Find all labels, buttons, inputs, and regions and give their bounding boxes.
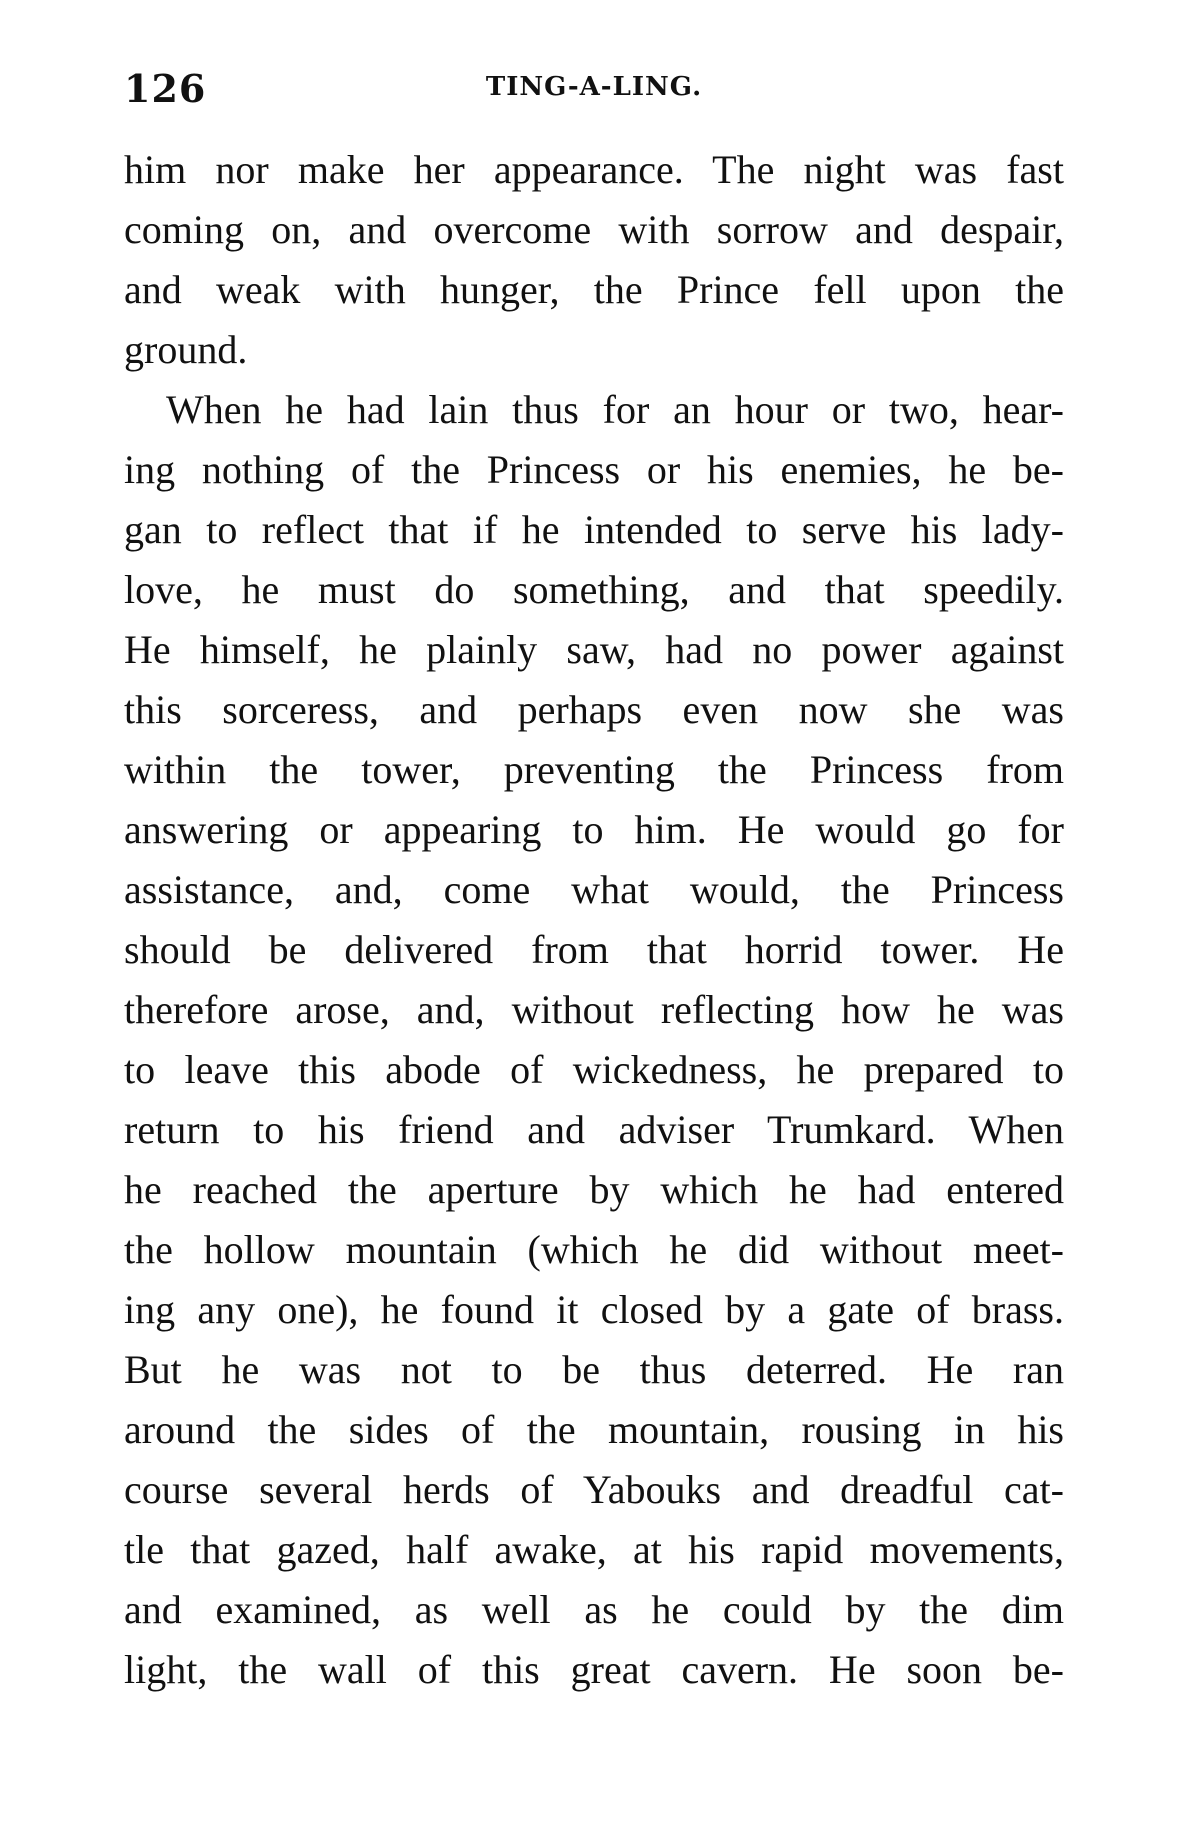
- text-line: should be delivered from that horrid tower. He: [124, 927, 1064, 972]
- running-head: [124, 66, 1064, 116]
- text-line: course several herds of Yabouks and dreadful cat-: [124, 1467, 1064, 1512]
- body-text: [124, 140, 1064, 1700]
- text-line: When he had lain thus for an hour or two, hear-: [166, 387, 1064, 432]
- running-title: TING-A-LING.: [485, 72, 703, 102]
- text-line: the hollow mountain (which he did without meet-: [124, 1227, 1064, 1272]
- text-line: and examined, as well as he could by the dim: [124, 1587, 1064, 1632]
- text-line: to leave this abode of wickedness, he prepared to: [124, 1047, 1064, 1092]
- paragraph-1: [124, 140, 1064, 380]
- text-line: But he was not to be thus deterred. He ran: [124, 1347, 1064, 1392]
- text-line: around the sides of the mountain, rousing in his: [124, 1407, 1064, 1452]
- text-line: tle that gazed, half awake, at his rapid movements,: [124, 1527, 1064, 1572]
- text-line: love, he must do something, and that speedily.: [124, 567, 1064, 612]
- text-line: ing any one), he found it closed by a gate of brass.: [124, 1287, 1064, 1332]
- text-line: and weak with hunger, the Prince fell upon the: [124, 267, 1064, 312]
- text-line: within the tower, preventing the Princess from: [124, 747, 1064, 792]
- text-line: answering or appearing to him. He would go for: [124, 807, 1064, 852]
- text-line: gan to reflect that if he intended to serve his lady-: [124, 507, 1064, 552]
- text-line: coming on, and overcome with sorrow and despair,: [124, 207, 1064, 252]
- text-line: this sorceress, and perhaps even now she was: [124, 687, 1064, 732]
- text-line: him nor make her appearance. The night was fast: [124, 147, 1064, 192]
- text-line: therefore arose, and, without reflecting how he was: [124, 987, 1064, 1032]
- text-line: light, the wall of this great cavern. He soon be-: [124, 1647, 1064, 1692]
- text-line: assistance, and, come what would, the Princess: [124, 867, 1064, 912]
- text-line: return to his friend and adviser Trumkard. When: [124, 1107, 1064, 1152]
- page-number: 126: [124, 66, 207, 111]
- paragraph-2: [124, 380, 1064, 1700]
- text-line: He himself, he plainly saw, had no power against: [124, 627, 1064, 672]
- text-line: he reached the aperture by which he had entered: [124, 1167, 1064, 1212]
- text-line: ing nothing of the Princess or his enemies, he be-: [124, 447, 1064, 492]
- text-line: ground.: [124, 327, 248, 372]
